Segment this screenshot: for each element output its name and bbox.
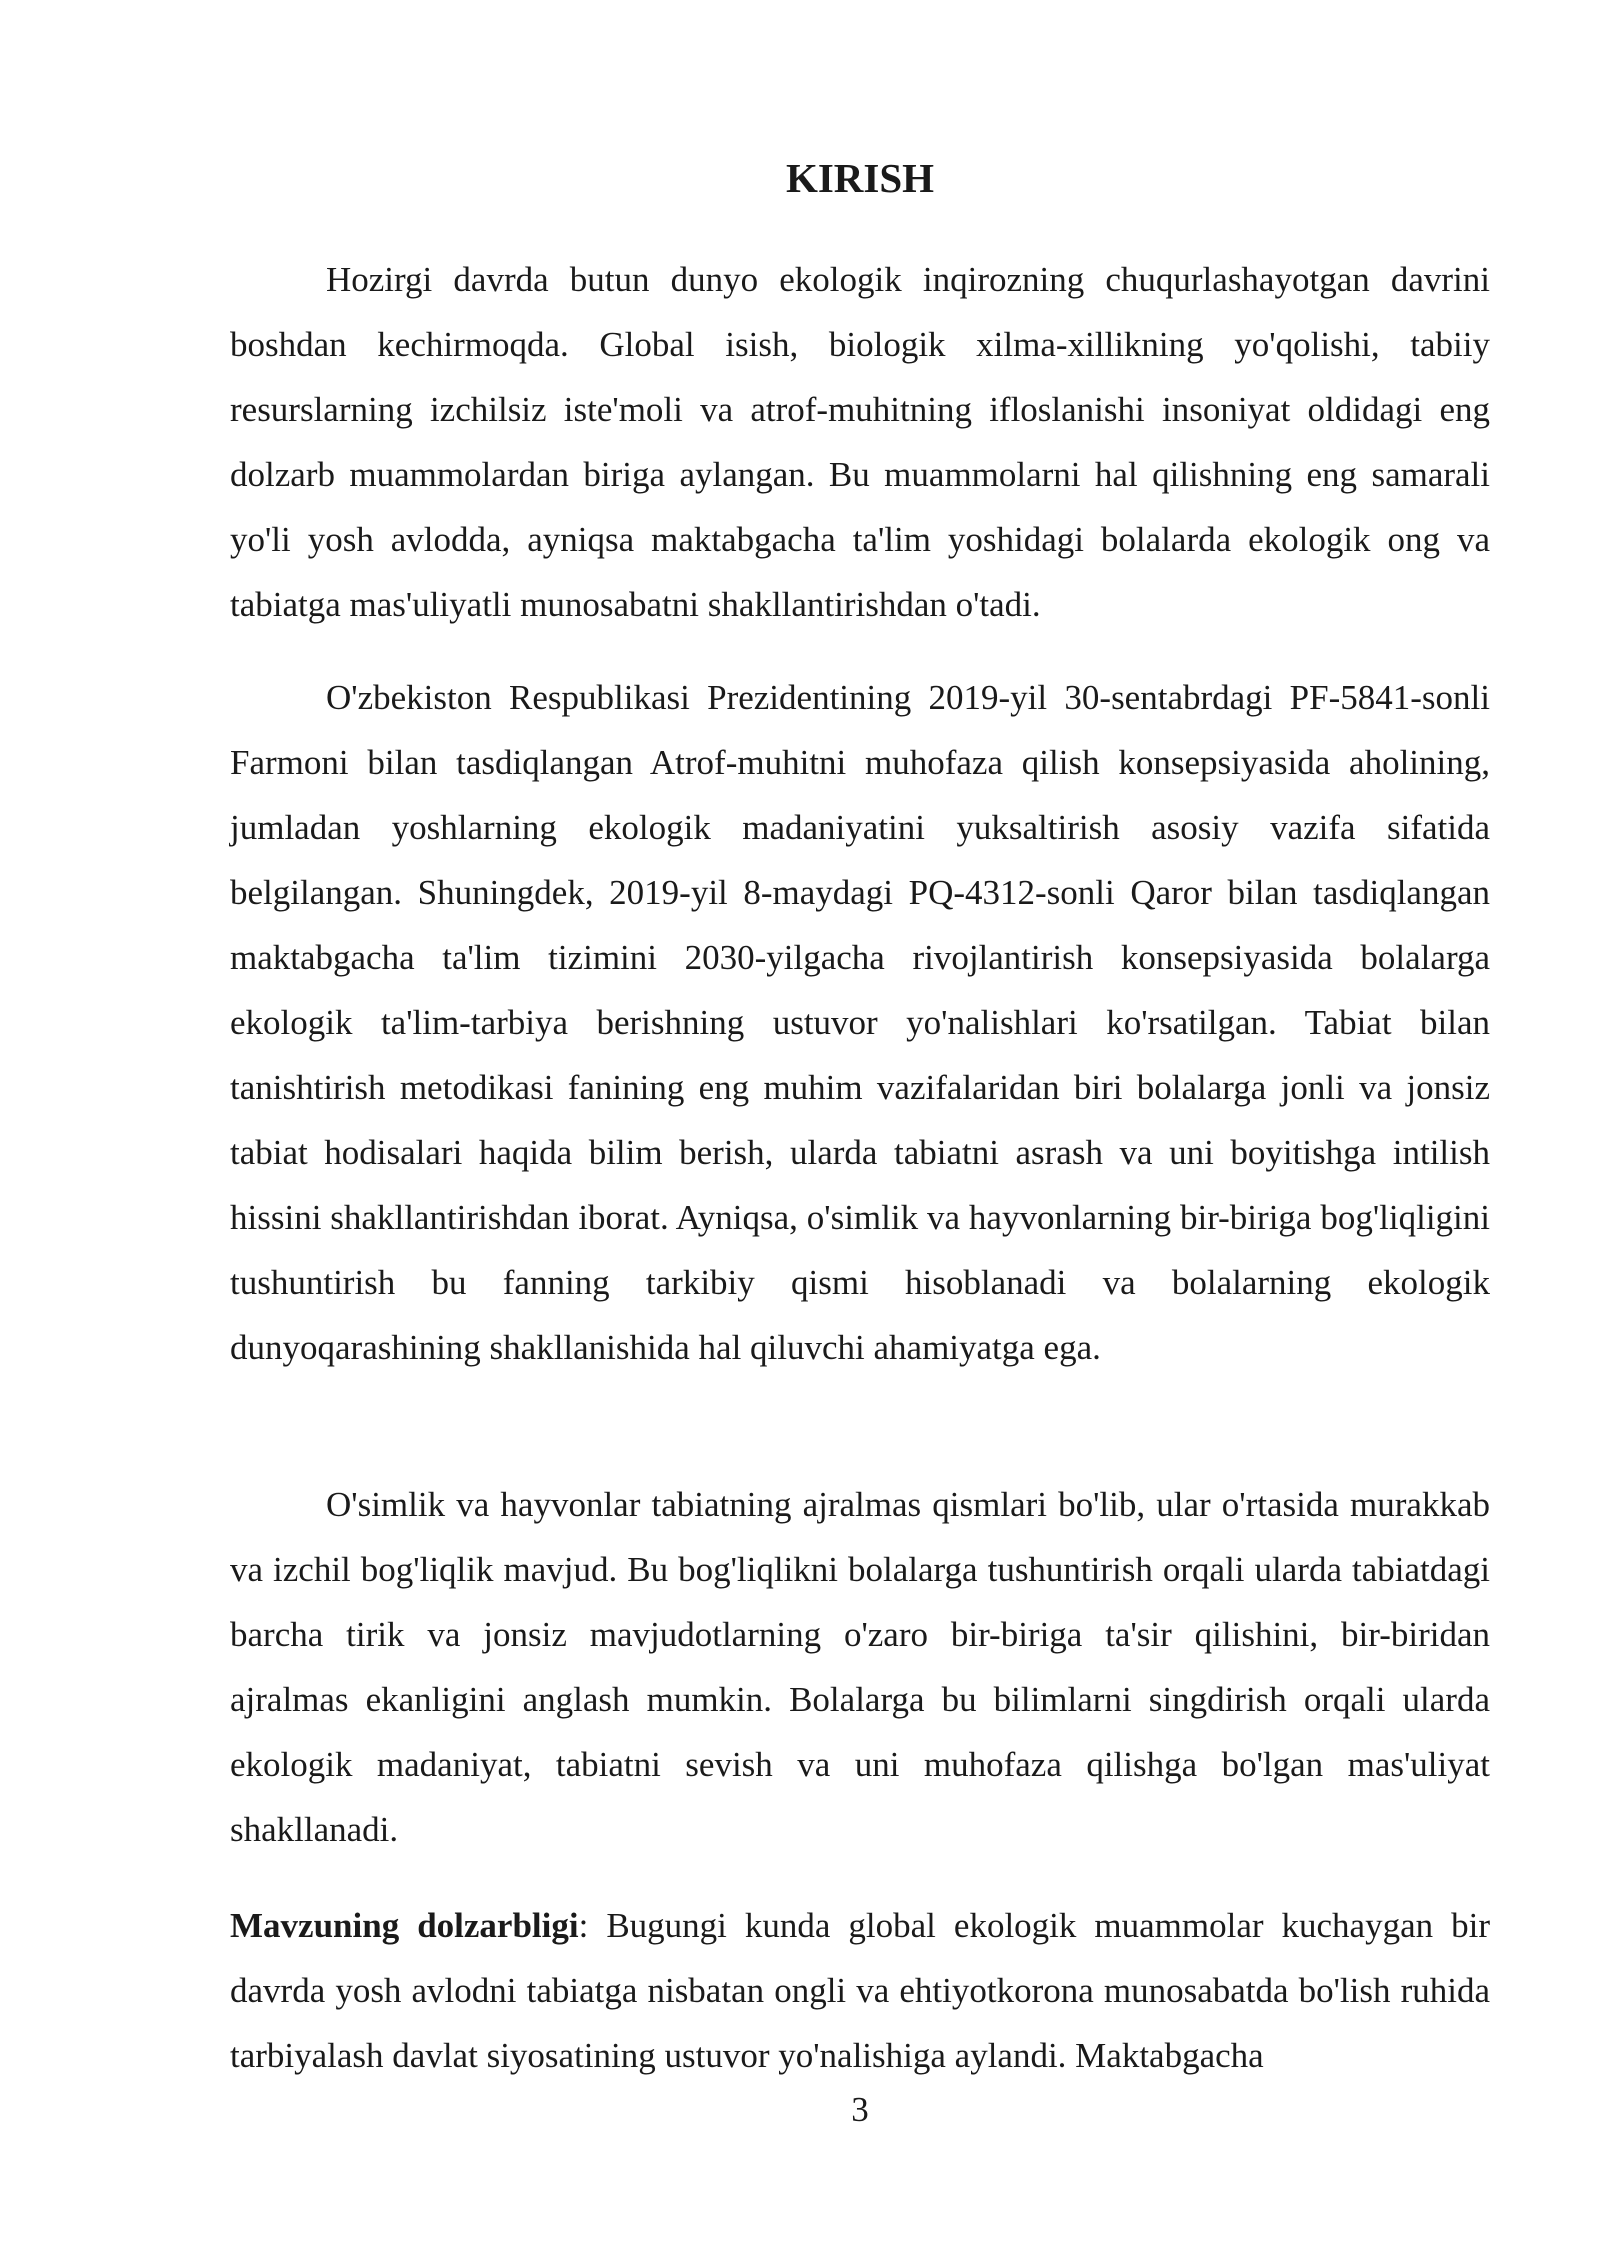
paragraph-3: O'simlik va hayvonlar tabiatning ajralmas qismlari bo'lib, ular o'rtasida murakkab va izchil bog'liqlik mavjud. Bu bog'liqlikni bolalarga tushuntirish orqali ularda tabiatdagi barcha tirik va jonsiz mavjudotlarning o'zaro bir-biriga ta'sir qilishini, bir-biridan ajralmas ekanligini anglash mumkin. Bolalarga bu bilimlarni singdirish orqali ularda ekologik madaniyat, tabiatni sevish va uni muhofaza qilishga bo'lgan mas'uliyat shakllanadi. <box>230 1485 1490 1849</box>
document-title: KIRISH <box>785 155 935 201</box>
paragraph-1: Hozirgi davrda butun dunyo ekologik inqirozning chuqurlashayotgan davrini boshdan kechirmoqda. Global isish, biologik xilma-xillikning yo'qolishi, tabiiy resurslarning izchilsiz iste'moli va atrof-muhitning ifloslanishi insoniyat oldidagi eng dolzarb muammolardan biriga aylangan. Bu muammolarni hal qilishning eng samarali yo'li yosh avlodda, ayniqsa maktabgacha ta'lim yoshidagi bolalarda ekologik ong va tabiatga mas'uliyatli munosabatni shakllantirishdan o'tadi. <box>230 260 1490 624</box>
section-lead-label: Mavzuning dolzarbligi <box>230 1906 579 1945</box>
paragraph-2: O'zbekiston Respublikasi Prezidentining 2019-yil 30-sentabrdagi PF-5841-sonli Farmoni bilan tasdiqlangan Atrof-muhitni muhofaza qilish konsepsiyasida aholining, jumladan yoshlarning ekologik madaniyatini yuksaltirish asosiy vazifa sifatida belgilangan. Shuningdek, 2019-yil 8-maydagi PQ-4312-sonli Qaror bilan tasdiqlangan maktabgacha ta'lim tizimini 2030-yilgacha rivojlantirish konsepsiyasida bolalarga ekologik ta'lim-tarbiya berishning ustuvor yo'nalishlari ko'rsatilgan. Tabiat bilan tanishtirish metodikasi fanining eng muhim vazifalaridan biri bolalarga jonli va jonsiz tabiat hodisalari haqida bilim berish, ularda tabiatni asrash va uni boyitishga intilish hissini shakllantirishdan iborat. Ayniqsa, o'simlik va hayvonlarning bir-biriga bog'liqligini tushuntirish bu fanning tarkibiy qismi hisoblanadi va bolalarning ekologik dunyoqarashining shakllanishida hal qiluvchi ahamiyatga ega. <box>230 678 1490 1367</box>
page-number: 3 <box>851 2090 869 2129</box>
paragraph-4-text: : Bugungi kunda global ekologik muammolar kuchaygan bir davrda yosh avlodni tabiatga nisbatan ongli va ehtiyotkorona munosabatda bo'lish ruhida tarbiyalash davlat siyosatining ustuvor yo'nalishiga aylandi. Maktabgacha <box>230 1906 1490 2075</box>
paragraph-4 <box>230 1893 1490 2088</box>
